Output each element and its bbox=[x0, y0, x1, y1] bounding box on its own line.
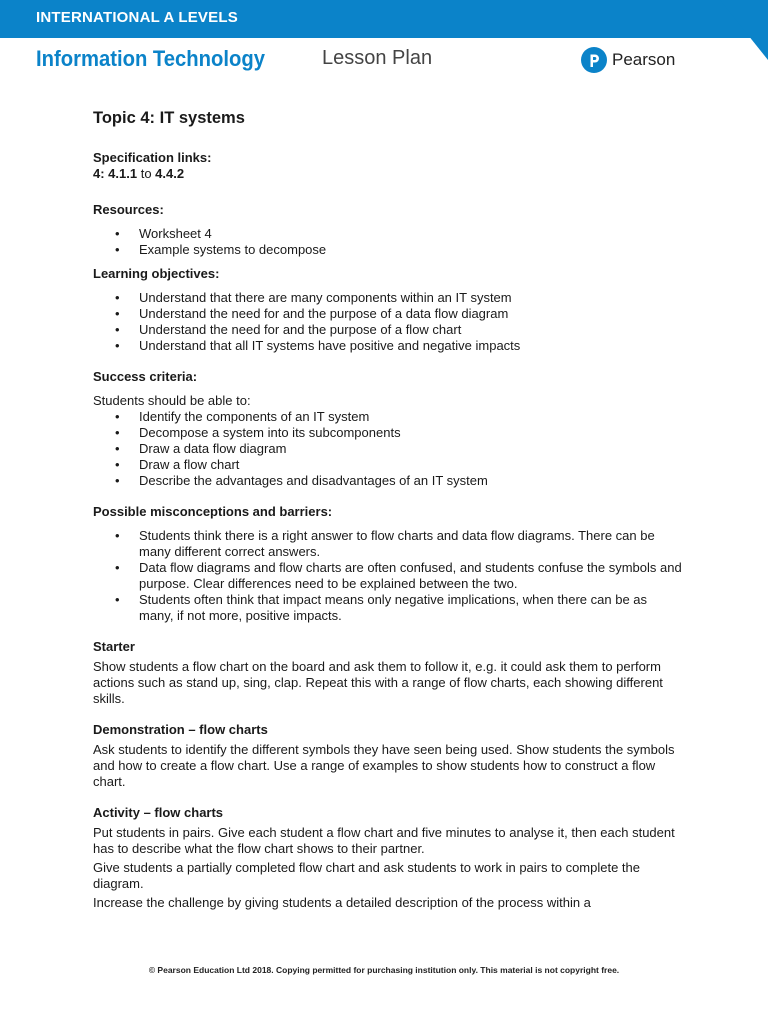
list-item: • Worksheet 4 bbox=[93, 226, 683, 242]
copyright-footer: © Pearson Education Ltd 2018. Copying permitted for purchasing institution only. This material is not copyright free. bbox=[148, 965, 620, 975]
spec-joiner: to bbox=[137, 166, 156, 181]
qualification-label: INTERNATIONAL A LEVELS bbox=[36, 9, 238, 26]
misconceptions-list bbox=[93, 528, 683, 624]
activity-heading: Activity – flow charts bbox=[93, 805, 224, 820]
resources-list bbox=[93, 226, 683, 258]
misconceptions-heading: Possible misconceptions and barriers: bbox=[93, 504, 333, 519]
header-title-row bbox=[36, 44, 736, 78]
objectives-heading: Learning objectives: bbox=[93, 266, 220, 281]
spec-links-heading: Specification links: bbox=[93, 150, 212, 165]
resources-heading: Resources: bbox=[93, 202, 164, 217]
list-item: • Understand the need for and the purpose of a flow chart bbox=[93, 322, 683, 338]
list-item: • Understand the need for and the purpose of a data flow diagram bbox=[93, 306, 683, 322]
starter-text: Show students a flow chart on the board and ask them to follow it, e.g. it could ask them to perform actions such as stand up, sing, clap. Repeat this with a range of flow charts, each showing different skills. bbox=[93, 659, 663, 706]
activity-paragraph: Give students a partially completed flow chart and ask students to work in pairs to complete the diagram. bbox=[93, 860, 640, 891]
objectives-list bbox=[93, 290, 683, 354]
pearson-logo-icon bbox=[581, 47, 607, 73]
activity-paragraph: Put students in pairs. Give each student a flow chart and five minutes to analyse it, then each student has to describe what the flow chart shows to their partner. bbox=[93, 825, 675, 856]
list-item: • Identify the components of an IT system bbox=[93, 409, 683, 425]
starter-heading: Starter bbox=[93, 639, 135, 654]
spec-to: 4.4.2 bbox=[155, 166, 185, 181]
success-list bbox=[93, 409, 683, 489]
spec-links bbox=[93, 166, 683, 182]
pearson-logo bbox=[581, 44, 675, 76]
topic-title: Topic 4: IT systems bbox=[93, 109, 245, 127]
list-item: • Describe the advantages and disadvantages of an IT system bbox=[93, 473, 683, 489]
success-heading: Success criteria: bbox=[93, 369, 198, 384]
list-item: • Draw a data flow diagram bbox=[93, 441, 683, 457]
demonstration-text: Ask students to identify the different symbols they have seen being used. Show students the symbols and how to create a flow chart. Use a range of examples to show students how to construct a flow chart. bbox=[93, 742, 675, 789]
demonstration-heading: Demonstration – flow charts bbox=[93, 722, 268, 737]
lesson-plan-body bbox=[93, 108, 683, 911]
activity-paragraph: Increase the challenge by giving students a detailed description of the process within a bbox=[93, 895, 591, 910]
success-intro: Students should be able to: bbox=[93, 393, 251, 408]
list-item: • Understand that all IT systems have positive and negative impacts bbox=[93, 338, 683, 354]
pearson-wordmark: Pearson bbox=[612, 50, 676, 69]
spec-from: 4.1.1 bbox=[108, 166, 138, 181]
list-item: • Decompose a system into its subcomponents bbox=[93, 425, 683, 441]
list-item: • Students often think that impact means only negative implications, when there can be as many, if not more, positive impacts. bbox=[93, 592, 683, 624]
subject-title: Information Technology bbox=[36, 46, 266, 71]
list-item: • Example systems to decompose bbox=[93, 242, 683, 258]
list-item: • Understand that there are many components within an IT system bbox=[93, 290, 683, 306]
list-item: • Data flow diagrams and flow charts are often confused, and students confuse the symbols and purpose. Clear differences need to be explained between the two. bbox=[93, 560, 683, 592]
list-item: • Students think there is a right answer to flow charts and data flow diagrams. There can be many different correct answers. bbox=[93, 528, 683, 560]
document-type: Lesson Plan bbox=[322, 47, 433, 69]
list-item: • Draw a flow chart bbox=[93, 457, 683, 473]
spec-prefix: 4: bbox=[93, 166, 109, 181]
header-band bbox=[0, 0, 768, 38]
